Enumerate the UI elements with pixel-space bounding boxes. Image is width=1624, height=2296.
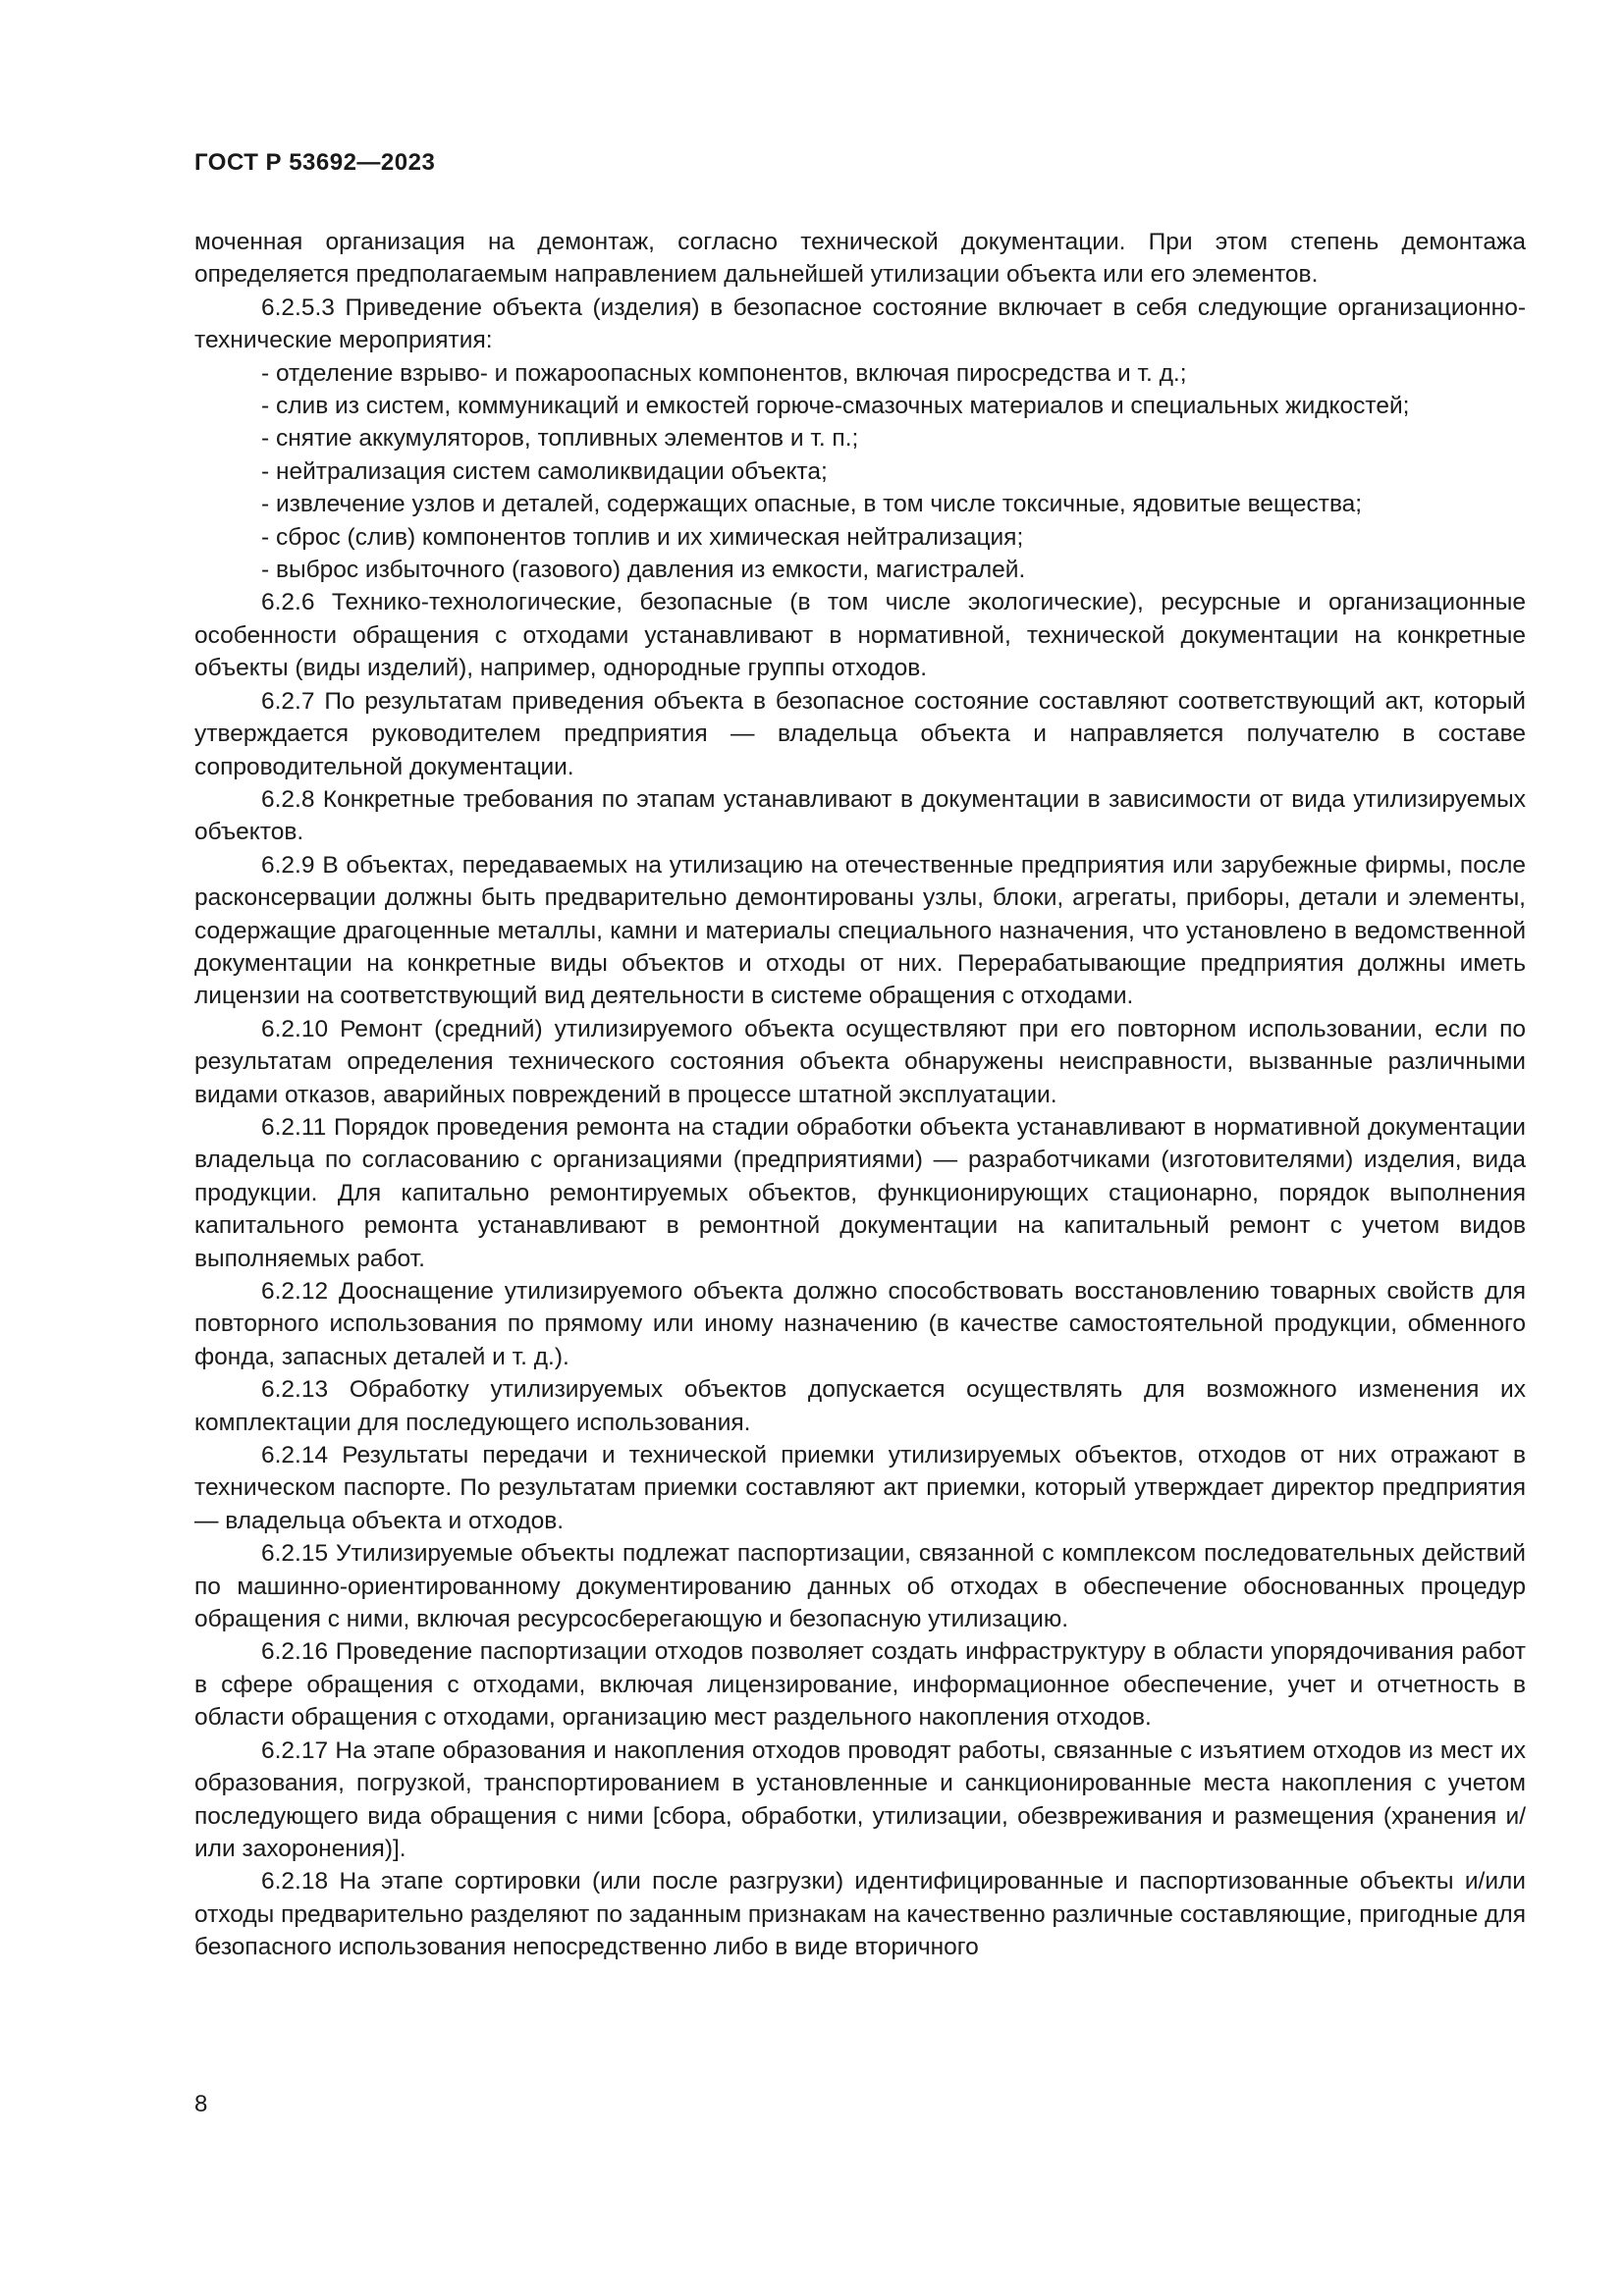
paragraph: 6.2.10 Ремонт (средний) утилизируемого объекта осуществляют при его повторном использовании, если по результатам определения технического состояния объекта обнаружены неисправности, вызванные различными видами отказов, аварийных повреждений в процессе штатной эксплуатации. — [194, 1015, 1526, 1108]
list-item: - выброс избыточного (газового) давления из емкости, магистралей. — [261, 557, 1026, 584]
paragraph: моченная организация на демонтаж, согласно технической документации. При этом степень демонтажа определяется предполагаемым направлением дальнейшей утилизации объекта или его элементов. — [194, 229, 1526, 289]
paragraph: 6.2.7 По результатам приведения объекта в безопасное состояние составляют соответствующий акт, который утверждается руководителем предприятия — владельца объекта и направляется получателю в составе сопроводительной документации. — [194, 687, 1526, 780]
paragraph: 6.2.5.3 Приведение объекта (изделия) в безопасное состояние включает в себя следующие организационно-технические мероприятия: — [194, 294, 1526, 354]
paragraph: 6.2.14 Результаты передачи и технической приемки утилизируемых объектов, отходов от них отражают в техническом паспорте. По результатам приемки составляют акт приемки, который утверждает директор предприятия — владельца объекта и отходов. — [194, 1442, 1526, 1534]
list-item: - сброс (слив) компонентов топлив и их химическая нейтрализация; — [261, 523, 1024, 551]
paragraph: 6.2.18 На этапе сортировки (или после разгрузки) идентифицированные и паспортизованные объекты и/или отходы предварительно разделяют по заданным признакам на качественно различные составляющие, пригодные для безопасного использования непосредственно либо в виде вторичного — [194, 1868, 1526, 1961]
paragraph: 6.2.8 Конкретные требования по этапам устанавливают в документации в зависимости от вида утилизируемых объектов. — [194, 785, 1526, 846]
paragraph: 6.2.17 На этапе образования и накопления отходов проводят работы, связанные с изъятием отходов из мест их образования, погрузкой, транспортированием в установленные и санкционированные места накопления с учетом последующего вида обращения с ними [сбора, обработки, утилизации, обезвреживания и размещения (хранения и/или захоронения)]. — [194, 1736, 1526, 1862]
list-item: - отделение взрыво- и пожароопасных компонентов, включая пиросредства и т. д.; — [261, 359, 1187, 387]
page-number: 8 — [194, 2091, 208, 2117]
list-item: - извлечение узлов и деталей, содержащих опасные, в том числе токсичные, ядовитые вещества; — [261, 491, 1363, 518]
document-header: ГОСТ Р 53692—2023 — [194, 149, 436, 176]
paragraph: 6.2.15 Утилизируемые объекты подлежат паспортизации, связанной с комплексом последовательных действий по машинно-ориентированному документированию данных об отходах в обеспечение обоснованных процедур обращения с ними, включая ресурсосберегающую и безопасную утилизацию. — [194, 1540, 1526, 1633]
paragraph: 6.2.16 Проведение паспортизации отходов позволяет создать инфраструктуру в области упорядочивания работ в сфере обращения с отходами, включая лицензирование, информационное обеспечение, учет и отчетность в области обращения с отходами, организацию мест раздельного накопления отходов. — [194, 1638, 1526, 1732]
paragraph: 6.2.12 Дооснащение утилизируемого объекта должно способствовать восстановлению товарных свойств для повторного использования по прямому или иному назначению (в качестве самостоятельной продукции, обменного фонда, запасных деталей и т. д.). — [194, 1278, 1526, 1370]
paragraph: 6.2.9 В объектах, передаваемых на утилизацию на отечественные предприятия или зарубежные фирмы, после расконсервации должны быть предварительно демонтированы узлы, блоки, агрегаты, приборы, детали и элементы, содержащие драгоценные металлы, камни и материалы специального назначения, что установлено в ведомственной документации на конкретные виды объектов и отходы от них. Перерабатывающие предприятия должны иметь лицензии на соответствующий вид деятельности в системе обращения с отходами. — [194, 851, 1526, 1010]
document-body — [194, 226, 1526, 1964]
list-item: - нейтрализация систем самоликвидации объекта; — [261, 457, 828, 485]
list-item: - слив из систем, коммуникаций и емкостей горюче-смазочных материалов и специальных жидкостей; — [261, 393, 1410, 420]
paragraph: 6.2.13 Обработку утилизируемых объектов допускается осуществлять для возможного изменения их комплектации для последующего использования. — [194, 1376, 1526, 1436]
paragraph: 6.2.6 Технико-технологические, безопасные (в том числе экологические), ресурсные и организационные особенности обращения с отходами устанавливают в нормативной, технической документации на конкретные объекты (виды изделий), например, однородные группы отходов. — [194, 589, 1526, 682]
paragraph: 6.2.11 Порядок проведения ремонта на стадии обработки объекта устанавливают в нормативной документации владельца по согласованию с организациями (предприятиями) — разработчиками (изготовителями) изделия, вида продукции. Для капитально ремонтируемых объектов, функционирующих стационарно, порядок выполнения капитального ремонта устанавливают в ремонтной документации на капитальный ремонт с учетом видов выполняемых работ. — [194, 1113, 1526, 1272]
list-item: - снятие аккумуляторов, топливных элементов и т. п.; — [261, 425, 859, 453]
